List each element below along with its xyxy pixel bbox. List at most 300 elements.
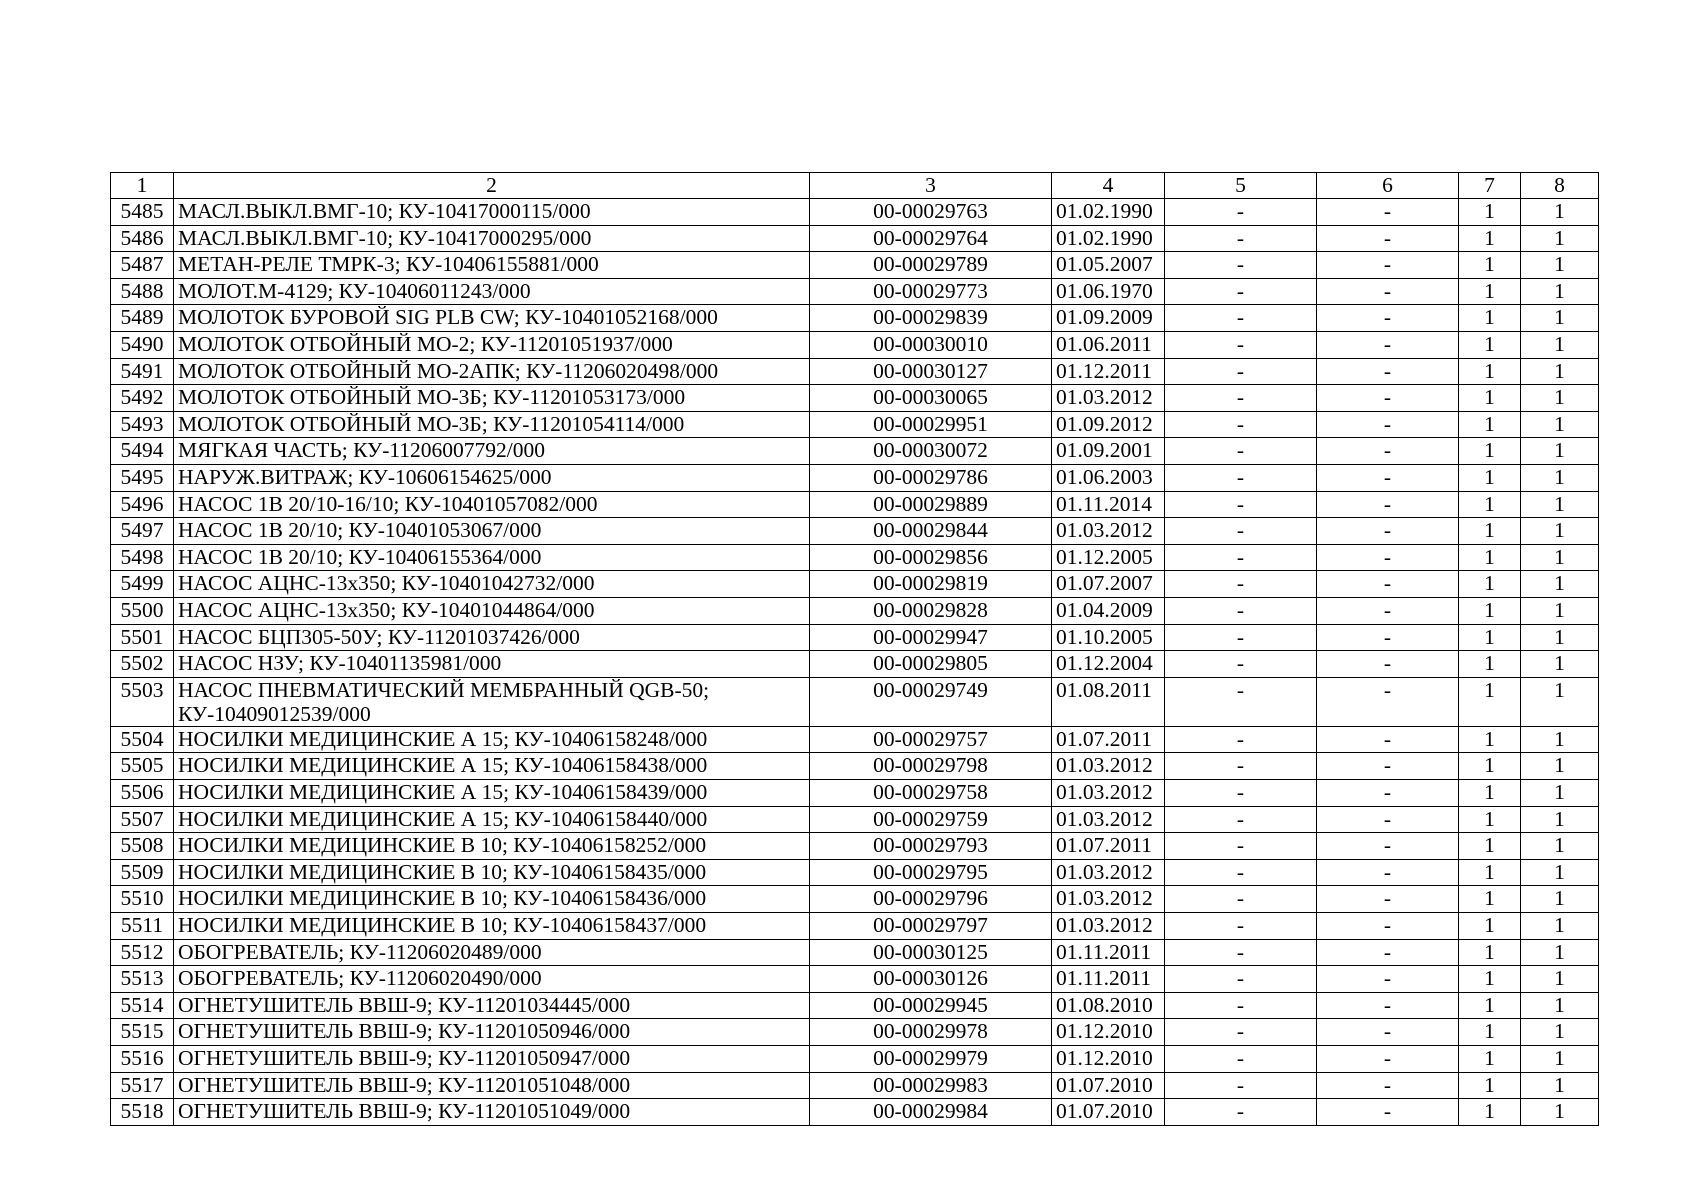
col-8-value-cell: 1 [1521, 859, 1599, 886]
item-name-cell: НАСОС ПНЕВМАТИЧЕСКИЙ МЕМБРАННЫЙ QGB-50; КУ-10409012539/000 [174, 677, 810, 726]
inventory-number-cell: 00-00030010 [810, 331, 1052, 358]
inventory-number-cell: 00-00029795 [810, 859, 1052, 886]
inventory-number-cell: 00-00029889 [810, 491, 1052, 518]
table-body [111, 199, 1599, 1126]
item-name-cell: МАСЛ.ВЫКЛ.ВМГ-10; КУ-10417000115/000 [174, 199, 810, 226]
date-cell: 01.06.1970 [1052, 278, 1165, 305]
col-7-value-cell: 1 [1459, 651, 1521, 678]
table-row [111, 464, 1599, 491]
col-5-value-cell: - [1165, 411, 1317, 438]
col-8-value-cell: 1 [1521, 438, 1599, 465]
row-number-cell: 5497 [111, 518, 174, 545]
col-6-value-cell: - [1317, 1019, 1459, 1046]
table-row [111, 385, 1599, 412]
col-8-value-cell: 1 [1521, 278, 1599, 305]
item-name-cell: НОСИЛКИ МЕДИЦИНСКИЕ А 15; КУ-10406158440/000 [174, 806, 810, 833]
col-6-value-cell: - [1317, 199, 1459, 226]
inventory-number-cell: 00-00029796 [810, 886, 1052, 913]
inventory-number-cell: 00-00029773 [810, 278, 1052, 305]
date-cell: 01.07.2011 [1052, 726, 1165, 753]
col-8-value-cell: 1 [1521, 411, 1599, 438]
inventory-number-cell: 00-00029828 [810, 597, 1052, 624]
col-6-value-cell: - [1317, 753, 1459, 780]
col-7-value-cell: 1 [1459, 358, 1521, 385]
table-row [111, 225, 1599, 252]
inventory-number-cell: 00-00030125 [810, 939, 1052, 966]
col-7-value-cell: 1 [1459, 225, 1521, 252]
item-name-cell: МАСЛ.ВЫКЛ.ВМГ-10; КУ-10417000295/000 [174, 225, 810, 252]
date-cell: 01.12.2010 [1052, 1045, 1165, 1072]
col-8-value-cell: 1 [1521, 518, 1599, 545]
col-7-value-cell: 1 [1459, 544, 1521, 571]
item-name-cell: НОСИЛКИ МЕДИЦИНСКИЕ В 10; КУ-10406158436/000 [174, 886, 810, 913]
table-row [111, 597, 1599, 624]
row-number-cell: 5518 [111, 1099, 174, 1126]
header-row [111, 173, 1599, 199]
col-8-value-cell: 1 [1521, 966, 1599, 993]
item-name-cell: ОГНЕТУШИТЕЛЬ ВВШ-9; КУ-11201051048/000 [174, 1072, 810, 1099]
col-8-value-cell: 1 [1521, 677, 1599, 726]
inventory-number-cell: 00-00029798 [810, 753, 1052, 780]
table-row [111, 544, 1599, 571]
row-number-cell: 5505 [111, 753, 174, 780]
item-name-cell: НОСИЛКИ МЕДИЦИНСКИЕ А 15; КУ-10406158439/000 [174, 780, 810, 807]
col-7-value-cell: 1 [1459, 966, 1521, 993]
col-8-value-cell: 1 [1521, 1099, 1599, 1126]
item-name-cell: ОБОГРЕВАТЕЛЬ; КУ-11206020490/000 [174, 966, 810, 993]
inventory-number-cell: 00-00030126 [810, 966, 1052, 993]
inventory-number-cell: 00-00029797 [810, 913, 1052, 940]
col-7-value-cell: 1 [1459, 1072, 1521, 1099]
inventory-number-cell: 00-00029945 [810, 992, 1052, 1019]
col-5-value-cell: - [1165, 571, 1317, 598]
inventory-number-cell: 00-00029764 [810, 225, 1052, 252]
col-7-value-cell: 1 [1459, 939, 1521, 966]
col-8-value-cell: 1 [1521, 571, 1599, 598]
inventory-number-cell: 00-00029786 [810, 464, 1052, 491]
col-7-value-cell: 1 [1459, 806, 1521, 833]
date-cell: 01.11.2011 [1052, 966, 1165, 993]
date-cell: 01.02.1990 [1052, 199, 1165, 226]
col-5-value-cell: - [1165, 1099, 1317, 1126]
inventory-number-cell: 00-00029947 [810, 624, 1052, 651]
col-6-value-cell: - [1317, 385, 1459, 412]
col-5-value-cell: - [1165, 939, 1317, 966]
col-8-value-cell: 1 [1521, 833, 1599, 860]
inventory-number-cell: 00-00029978 [810, 1019, 1052, 1046]
date-cell: 01.07.2007 [1052, 571, 1165, 598]
table-row [111, 1019, 1599, 1046]
inventory-number-cell: 00-00029763 [810, 199, 1052, 226]
col-8-value-cell: 1 [1521, 597, 1599, 624]
col-7-value-cell: 1 [1459, 464, 1521, 491]
item-name-cell: НОСИЛКИ МЕДИЦИНСКИЕ В 10; КУ-10406158252/000 [174, 833, 810, 860]
col-6-value-cell: - [1317, 780, 1459, 807]
table-row [111, 806, 1599, 833]
col-6-value-cell: - [1317, 544, 1459, 571]
item-name-cell: МОЛОТ.М-4129; КУ-10406011243/000 [174, 278, 810, 305]
item-name-cell: НОСИЛКИ МЕДИЦИНСКИЕ В 10; КУ-10406158435/000 [174, 859, 810, 886]
col-6-value-cell: - [1317, 1072, 1459, 1099]
date-cell: 01.12.2005 [1052, 544, 1165, 571]
date-cell: 01.03.2012 [1052, 385, 1165, 412]
header-col-6: 6 [1317, 173, 1459, 199]
row-number-cell: 5509 [111, 859, 174, 886]
table-row [111, 358, 1599, 385]
inventory-number-cell: 00-00029749 [810, 677, 1052, 726]
date-cell: 01.09.2012 [1052, 411, 1165, 438]
col-7-value-cell: 1 [1459, 913, 1521, 940]
inventory-number-cell: 00-00029979 [810, 1045, 1052, 1072]
col-6-value-cell: - [1317, 859, 1459, 886]
col-7-value-cell: 1 [1459, 385, 1521, 412]
col-5-value-cell: - [1165, 780, 1317, 807]
col-7-value-cell: 1 [1459, 1099, 1521, 1126]
col-7-value-cell: 1 [1459, 331, 1521, 358]
col-8-value-cell: 1 [1521, 544, 1599, 571]
table-row [111, 780, 1599, 807]
col-5-value-cell: - [1165, 753, 1317, 780]
col-5-value-cell: - [1165, 966, 1317, 993]
header-col-7: 7 [1459, 173, 1521, 199]
item-name-cell: НАСОС БЦП305-50У; КУ-11201037426/000 [174, 624, 810, 651]
col-8-value-cell: 1 [1521, 305, 1599, 332]
table-row [111, 491, 1599, 518]
row-number-cell: 5517 [111, 1072, 174, 1099]
table-row [111, 966, 1599, 993]
table-row [111, 1045, 1599, 1072]
item-name-cell: ОГНЕТУШИТЕЛЬ ВВШ-9; КУ-11201050946/000 [174, 1019, 810, 1046]
item-name-cell: МЕТАН-РЕЛЕ ТМРК-3; КУ-10406155881/000 [174, 252, 810, 279]
table-row [111, 913, 1599, 940]
col-8-value-cell: 1 [1521, 939, 1599, 966]
item-name-cell: НАСОС 1В 20/10; КУ-10406155364/000 [174, 544, 810, 571]
date-cell: 01.07.2010 [1052, 1099, 1165, 1126]
row-number-cell: 5496 [111, 491, 174, 518]
header-col-8: 8 [1521, 173, 1599, 199]
col-8-value-cell: 1 [1521, 225, 1599, 252]
item-name-cell: НАСОС 1В 20/10; КУ-10401053067/000 [174, 518, 810, 545]
col-5-value-cell: - [1165, 651, 1317, 678]
row-number-cell: 5508 [111, 833, 174, 860]
date-cell: 01.10.2005 [1052, 624, 1165, 651]
header-col-5: 5 [1165, 173, 1317, 199]
col-6-value-cell: - [1317, 913, 1459, 940]
row-number-cell: 5490 [111, 331, 174, 358]
col-8-value-cell: 1 [1521, 753, 1599, 780]
date-cell: 01.03.2012 [1052, 913, 1165, 940]
row-number-cell: 5514 [111, 992, 174, 1019]
table-row [111, 651, 1599, 678]
item-name-cell: МОЛОТОК БУРОВОЙ SIG PLB CW; КУ-10401052168/000 [174, 305, 810, 332]
col-7-value-cell: 1 [1459, 571, 1521, 598]
row-number-cell: 5515 [111, 1019, 174, 1046]
item-name-cell: ОБОГРЕВАТЕЛЬ; КУ-11206020489/000 [174, 939, 810, 966]
row-number-cell: 5507 [111, 806, 174, 833]
date-cell: 01.07.2010 [1052, 1072, 1165, 1099]
col-7-value-cell: 1 [1459, 886, 1521, 913]
inventory-number-cell: 00-00029757 [810, 726, 1052, 753]
col-8-value-cell: 1 [1521, 491, 1599, 518]
col-6-value-cell: - [1317, 597, 1459, 624]
row-number-cell: 5495 [111, 464, 174, 491]
inventory-number-cell: 00-00029839 [810, 305, 1052, 332]
col-7-value-cell: 1 [1459, 726, 1521, 753]
col-8-value-cell: 1 [1521, 1045, 1599, 1072]
item-name-cell: НОСИЛКИ МЕДИЦИНСКИЕ А 15; КУ-10406158248/000 [174, 726, 810, 753]
row-number-cell: 5504 [111, 726, 174, 753]
inventory-number-cell: 00-00029758 [810, 780, 1052, 807]
date-cell: 01.03.2012 [1052, 806, 1165, 833]
row-number-cell: 5498 [111, 544, 174, 571]
date-cell: 01.08.2011 [1052, 677, 1165, 726]
inventory-number-cell: 00-00029951 [810, 411, 1052, 438]
col-7-value-cell: 1 [1459, 677, 1521, 726]
table-row [111, 518, 1599, 545]
row-number-cell: 5499 [111, 571, 174, 598]
item-name-cell: НАРУЖ.ВИТРАЖ; КУ-10606154625/000 [174, 464, 810, 491]
inventory-number-cell: 00-00030065 [810, 385, 1052, 412]
inventory-number-cell: 00-00029805 [810, 651, 1052, 678]
date-cell: 01.04.2009 [1052, 597, 1165, 624]
col-7-value-cell: 1 [1459, 780, 1521, 807]
col-6-value-cell: - [1317, 491, 1459, 518]
date-cell: 01.06.2003 [1052, 464, 1165, 491]
col-5-value-cell: - [1165, 677, 1317, 726]
item-name-cell: НАСОС АЦНС-13х350; КУ-10401044864/000 [174, 597, 810, 624]
col-8-value-cell: 1 [1521, 624, 1599, 651]
item-name-cell: МОЛОТОК ОТБОЙНЫЙ МО-3Б; КУ-11201054114/000 [174, 411, 810, 438]
col-6-value-cell: - [1317, 833, 1459, 860]
row-number-cell: 5493 [111, 411, 174, 438]
col-8-value-cell: 1 [1521, 358, 1599, 385]
date-cell: 01.12.2004 [1052, 651, 1165, 678]
item-name-cell: МЯГКАЯ ЧАСТЬ; КУ-11206007792/000 [174, 438, 810, 465]
row-number-cell: 5516 [111, 1045, 174, 1072]
date-cell: 01.11.2014 [1052, 491, 1165, 518]
date-cell: 01.03.2012 [1052, 859, 1165, 886]
table-row [111, 833, 1599, 860]
date-cell: 01.09.2009 [1052, 305, 1165, 332]
col-6-value-cell: - [1317, 726, 1459, 753]
date-cell: 01.11.2011 [1052, 939, 1165, 966]
row-number-cell: 5492 [111, 385, 174, 412]
col-6-value-cell: - [1317, 966, 1459, 993]
table-row [111, 252, 1599, 279]
col-6-value-cell: - [1317, 1099, 1459, 1126]
row-number-cell: 5510 [111, 886, 174, 913]
col-6-value-cell: - [1317, 939, 1459, 966]
item-name-cell: НОСИЛКИ МЕДИЦИНСКИЕ А 15; КУ-10406158438/000 [174, 753, 810, 780]
row-number-cell: 5487 [111, 252, 174, 279]
col-8-value-cell: 1 [1521, 886, 1599, 913]
item-name-cell: НАСОС АЦНС-13х350; КУ-10401042732/000 [174, 571, 810, 598]
col-7-value-cell: 1 [1459, 305, 1521, 332]
item-name-cell: НОСИЛКИ МЕДИЦИНСКИЕ В 10; КУ-10406158437/000 [174, 913, 810, 940]
header-col-1: 1 [111, 173, 174, 199]
col-7-value-cell: 1 [1459, 833, 1521, 860]
date-cell: 01.12.2010 [1052, 1019, 1165, 1046]
col-6-value-cell: - [1317, 225, 1459, 252]
col-5-value-cell: - [1165, 624, 1317, 651]
row-number-cell: 5494 [111, 438, 174, 465]
col-6-value-cell: - [1317, 518, 1459, 545]
inventory-number-cell: 00-00029844 [810, 518, 1052, 545]
header-col-4: 4 [1052, 173, 1165, 199]
col-6-value-cell: - [1317, 1045, 1459, 1072]
col-5-value-cell: - [1165, 597, 1317, 624]
date-cell: 01.05.2007 [1052, 252, 1165, 279]
inventory-number-cell: 00-00029984 [810, 1099, 1052, 1126]
col-5-value-cell: - [1165, 305, 1317, 332]
col-8-value-cell: 1 [1521, 913, 1599, 940]
col-8-value-cell: 1 [1521, 651, 1599, 678]
date-cell: 01.03.2012 [1052, 753, 1165, 780]
date-cell: 01.06.2011 [1052, 331, 1165, 358]
col-5-value-cell: - [1165, 726, 1317, 753]
col-5-value-cell: - [1165, 833, 1317, 860]
col-7-value-cell: 1 [1459, 411, 1521, 438]
col-6-value-cell: - [1317, 411, 1459, 438]
row-number-cell: 5489 [111, 305, 174, 332]
row-number-cell: 5500 [111, 597, 174, 624]
table-row [111, 305, 1599, 332]
row-number-cell: 5486 [111, 225, 174, 252]
item-name-cell: ОГНЕТУШИТЕЛЬ ВВШ-9; КУ-11201051049/000 [174, 1099, 810, 1126]
row-number-cell: 5488 [111, 278, 174, 305]
col-8-value-cell: 1 [1521, 252, 1599, 279]
table-row [111, 278, 1599, 305]
table-row [111, 677, 1599, 726]
col-5-value-cell: - [1165, 1045, 1317, 1072]
row-number-cell: 5485 [111, 199, 174, 226]
inventory-number-cell: 00-00029789 [810, 252, 1052, 279]
col-8-value-cell: 1 [1521, 726, 1599, 753]
table-header [111, 173, 1599, 199]
col-6-value-cell: - [1317, 571, 1459, 598]
table-row [111, 859, 1599, 886]
table-row [111, 1099, 1599, 1126]
table-row [111, 624, 1599, 651]
row-number-cell: 5513 [111, 966, 174, 993]
row-number-cell: 5491 [111, 358, 174, 385]
col-8-value-cell: 1 [1521, 199, 1599, 226]
col-5-value-cell: - [1165, 913, 1317, 940]
col-5-value-cell: - [1165, 886, 1317, 913]
date-cell: 01.07.2011 [1052, 833, 1165, 860]
col-7-value-cell: 1 [1459, 252, 1521, 279]
col-6-value-cell: - [1317, 992, 1459, 1019]
row-number-cell: 5503 [111, 677, 174, 726]
row-number-cell: 5512 [111, 939, 174, 966]
inventory-number-cell: 00-00030072 [810, 438, 1052, 465]
table-row [111, 571, 1599, 598]
col-5-value-cell: - [1165, 464, 1317, 491]
col-5-value-cell: - [1165, 1019, 1317, 1046]
col-6-value-cell: - [1317, 464, 1459, 491]
col-8-value-cell: 1 [1521, 331, 1599, 358]
col-5-value-cell: - [1165, 544, 1317, 571]
col-8-value-cell: 1 [1521, 1072, 1599, 1099]
col-8-value-cell: 1 [1521, 385, 1599, 412]
col-5-value-cell: - [1165, 806, 1317, 833]
col-6-value-cell: - [1317, 305, 1459, 332]
col-5-value-cell: - [1165, 859, 1317, 886]
col-5-value-cell: - [1165, 518, 1317, 545]
item-name-cell: МОЛОТОК ОТБОЙНЫЙ МО-2; КУ-11201051937/000 [174, 331, 810, 358]
table-row [111, 753, 1599, 780]
col-5-value-cell: - [1165, 278, 1317, 305]
col-8-value-cell: 1 [1521, 1019, 1599, 1046]
col-5-value-cell: - [1165, 385, 1317, 412]
col-7-value-cell: 1 [1459, 624, 1521, 651]
col-7-value-cell: 1 [1459, 438, 1521, 465]
row-number-cell: 5506 [111, 780, 174, 807]
date-cell: 01.08.2010 [1052, 992, 1165, 1019]
col-7-value-cell: 1 [1459, 199, 1521, 226]
document-page [110, 172, 1598, 1126]
date-cell: 01.02.1990 [1052, 225, 1165, 252]
row-number-cell: 5502 [111, 651, 174, 678]
col-5-value-cell: - [1165, 1072, 1317, 1099]
col-8-value-cell: 1 [1521, 780, 1599, 807]
col-6-value-cell: - [1317, 438, 1459, 465]
col-7-value-cell: 1 [1459, 597, 1521, 624]
table-row [111, 939, 1599, 966]
item-name-cell: НАСОС 1В 20/10-16/10; КУ-10401057082/000 [174, 491, 810, 518]
inventory-number-cell: 00-00029793 [810, 833, 1052, 860]
col-5-value-cell: - [1165, 438, 1317, 465]
item-name-cell: НАСОС НЗУ; КУ-10401135981/000 [174, 651, 810, 678]
col-8-value-cell: 1 [1521, 806, 1599, 833]
table-row [111, 411, 1599, 438]
table-row [111, 726, 1599, 753]
col-6-value-cell: - [1317, 651, 1459, 678]
col-7-value-cell: 1 [1459, 491, 1521, 518]
col-7-value-cell: 1 [1459, 753, 1521, 780]
table-row [111, 1072, 1599, 1099]
inventory-number-cell: 00-00029856 [810, 544, 1052, 571]
asset-table [110, 172, 1599, 1126]
date-cell: 01.03.2012 [1052, 780, 1165, 807]
inventory-number-cell: 00-00029983 [810, 1072, 1052, 1099]
col-5-value-cell: - [1165, 331, 1317, 358]
col-6-value-cell: - [1317, 358, 1459, 385]
col-7-value-cell: 1 [1459, 1019, 1521, 1046]
header-col-2: 2 [174, 173, 810, 199]
col-5-value-cell: - [1165, 199, 1317, 226]
col-7-value-cell: 1 [1459, 1045, 1521, 1072]
col-8-value-cell: 1 [1521, 464, 1599, 491]
date-cell: 01.03.2012 [1052, 886, 1165, 913]
inventory-number-cell: 00-00030127 [810, 358, 1052, 385]
inventory-number-cell: 00-00029759 [810, 806, 1052, 833]
col-7-value-cell: 1 [1459, 992, 1521, 1019]
col-5-value-cell: - [1165, 358, 1317, 385]
header-col-3: 3 [810, 173, 1052, 199]
date-cell: 01.03.2012 [1052, 518, 1165, 545]
col-7-value-cell: 1 [1459, 278, 1521, 305]
col-6-value-cell: - [1317, 252, 1459, 279]
date-cell: 01.09.2001 [1052, 438, 1165, 465]
table-row [111, 199, 1599, 226]
col-6-value-cell: - [1317, 677, 1459, 726]
col-6-value-cell: - [1317, 806, 1459, 833]
col-5-value-cell: - [1165, 491, 1317, 518]
date-cell: 01.12.2011 [1052, 358, 1165, 385]
item-name-cell: МОЛОТОК ОТБОЙНЫЙ МО-2АПК; КУ-11206020498/000 [174, 358, 810, 385]
col-5-value-cell: - [1165, 225, 1317, 252]
